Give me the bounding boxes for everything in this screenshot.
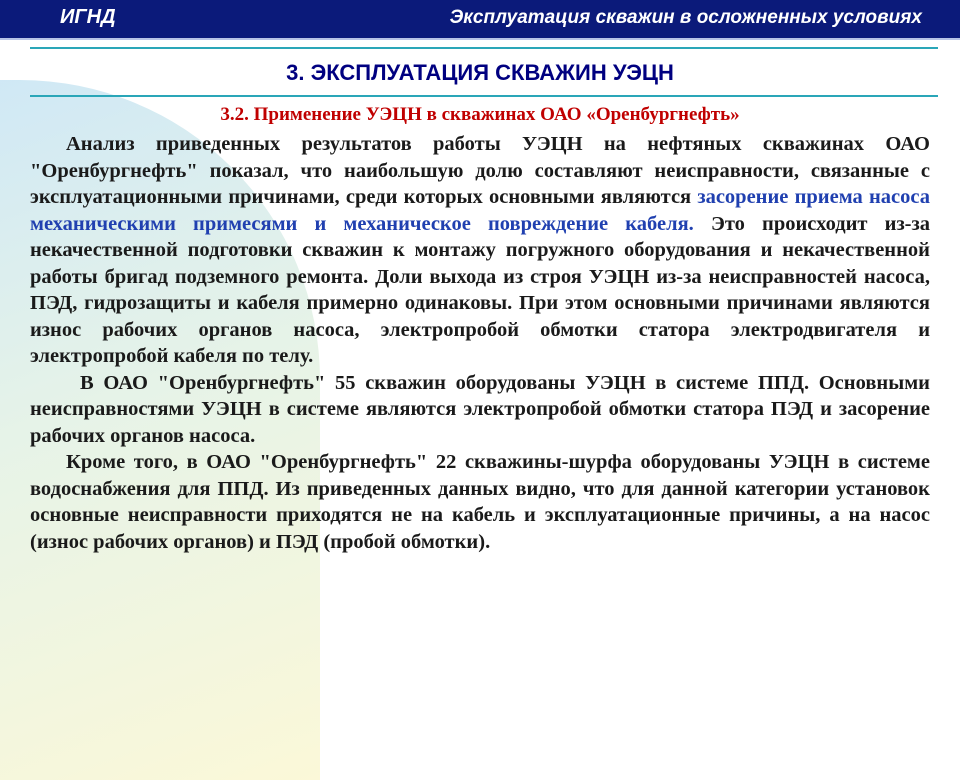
- paragraph-2: В ОАО "Оренбургнефть" 55 скважин оборудованы УЭЦН в системе ППД. Основными неисправностями УЭЦН в системе являются электропробой обмотки статора ПЭД и засорение рабочих органов насоса.: [30, 371, 930, 447]
- paragraph-3: Кроме того, в ОАО "Оренбургнефть" 22 скважины-шурфа оборудованы УЭЦН в системе водоснабжения для ППД. Из приведенных данных видно, что для данной категории установок основные неисправности приходятся не на кабель и эксплуатационные причины, а на насос (износ рабочих органов) и ПЭД (пробой обмотки).: [30, 451, 930, 553]
- title-bottom-divider: [30, 95, 938, 97]
- body-text: [30, 131, 930, 555]
- paragraph-1: [30, 131, 930, 370]
- header-left-label: ИГНД: [60, 6, 116, 28]
- paragraph-1-continuation: Это происходит из-за некачественной подготовки скважин к монтажу погружного оборудования и некачественной работы бригад подземного ремонта. Доли выхода из строя УЭЦН из-за неисправностей насоса, ПЭД, гидрозащиты и кабеля примерно одинаковы. При этом основными причинами являются износ рабочих органов насоса, электропробой обмотки статора электродвигателя и электропробой кабеля по телу.: [30, 212, 930, 367]
- header-right-label: Эксплуатация скважин в осложненных условиях: [449, 7, 922, 28]
- slide-header: [0, 0, 960, 40]
- slide-title: 3. ЭКСПЛУАТАЦИЯ СКВАЖИН УЭЦН: [286, 60, 674, 85]
- paragraph-1-highlight: засорение приема насоса механическими примесями и механическое повреждение кабеля.: [30, 186, 930, 235]
- section-subtitle: 3.2. Применение УЭЦН в скважинах ОАО «Оренбургнефть»: [220, 104, 740, 125]
- title-top-divider: [30, 47, 938, 49]
- paragraph-1-text: Анализ приведенных результатов работы УЭЦН на нефтяных скважинах ОАО "Оренбургнефть" показал, что наибольшую долю составляют неисправности, связанные с эксплуатационными причинами, среди которых основными являются: [30, 133, 930, 208]
